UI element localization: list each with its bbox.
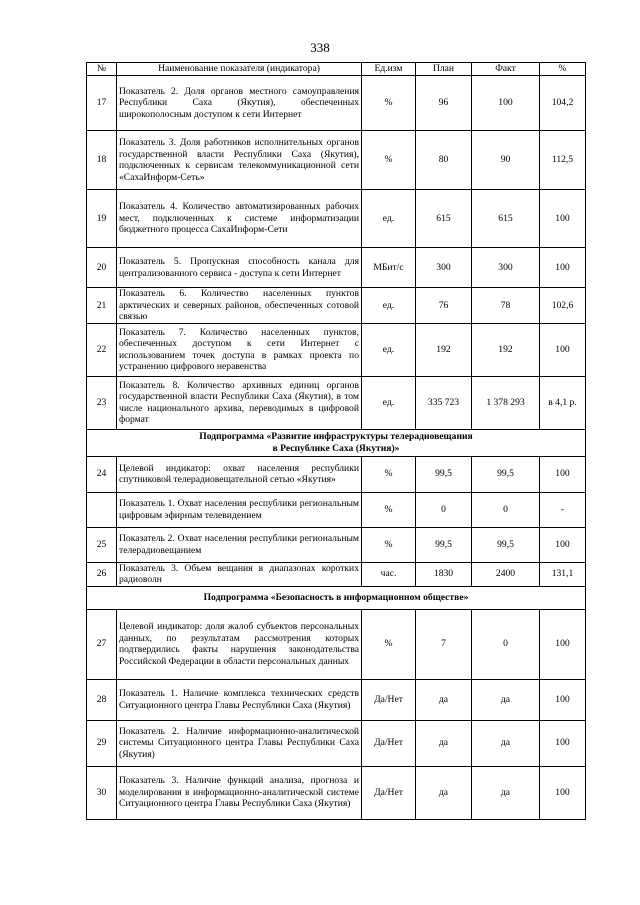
plan-cell: 192 [416,323,472,376]
table-row [87,131,586,190]
percent-cell: - [540,492,586,527]
header-fact: Факт [472,63,540,76]
fact-cell: 99,5 [472,527,540,562]
row-number: 27 [87,609,117,679]
table-row [87,492,586,527]
percent-cell: 112,5 [540,131,586,190]
fact-cell: да [472,766,540,819]
plan-cell: 96 [416,76,472,131]
row-number: 18 [87,131,117,190]
unit-cell: ед. [362,376,416,429]
indicator-name: Показатель 8. Количество архивных единиц органов государственной власти Республики Саха (Якутия), в том числе национального архива, переводимых в цифровой формат [117,376,362,429]
fact-cell: 192 [472,323,540,376]
plan-cell: 615 [416,190,472,248]
percent-cell: в 4,1 р. [540,376,586,429]
row-number: 23 [87,376,117,429]
percent-cell: 100 [540,720,586,766]
indicator-name: Показатель 2. Наличие информационно-аналитической системы Ситуационного центра Главы Республики Саха (Якутия) [117,720,362,766]
percent-cell: 100 [540,527,586,562]
percent-cell: 100 [540,248,586,288]
table-row [87,562,586,586]
unit-cell: ед. [362,190,416,248]
fact-cell: 78 [472,288,540,324]
section-title: Подпрограмма «Развитие инфраструктуры телерадиовещания в Республике Саха (Якутия)» [87,429,586,456]
header-row [87,63,586,76]
section-title: Подпрограмма «Безопасность в информационном обществе» [87,586,586,609]
fact-cell: 100 [472,76,540,131]
row-number: 19 [87,190,117,248]
unit-cell: % [362,492,416,527]
table-row [87,190,586,248]
indicator-name: Показатель 3. Наличие функций анализа, прогноза и моделирования в информационно-аналитической системе Ситуационного центра Главы Республики Саха (Якутия) [117,766,362,819]
fact-cell: 1 378 293 [472,376,540,429]
indicator-name: Целевой индикатор: доля жалоб субъектов персональных данных, по результатам рассмотрения которых подтвердились факты нарушения законодательства Российской Федерации в области персональных данных [117,609,362,679]
unit-cell: ед. [362,323,416,376]
row-number: 26 [87,562,117,586]
table-row [87,609,586,679]
indicators-table [86,62,586,820]
indicator-name: Показатель 2. Охват населения республики региональным телерадиовещанием [117,527,362,562]
header-percent: % [540,63,586,76]
unit-cell: час. [362,562,416,586]
plan-cell: 80 [416,131,472,190]
unit-cell: % [362,76,416,131]
unit-cell: Да/Нет [362,766,416,819]
indicator-name: Показатель 1. Охват населения республики региональным цифровым эфирным телевидением [117,492,362,527]
plan-cell: 7 [416,609,472,679]
page-number: 338 [310,40,330,55]
plan-cell: 335 723 [416,376,472,429]
percent-cell: 100 [540,766,586,819]
fact-cell: 99,5 [472,456,540,492]
header-num: № [87,63,117,76]
plan-cell: 99,5 [416,527,472,562]
unit-cell: % [362,609,416,679]
fact-cell: 0 [472,492,540,527]
row-number: 28 [87,679,117,720]
unit-cell: % [362,456,416,492]
table-header [87,63,586,76]
table-row [87,766,586,819]
indicator-name: Показатель 5. Пропускная способность канала для централизованного сервиса - доступа к сети Интернет [117,248,362,288]
plan-cell: да [416,720,472,766]
section-row [87,586,586,609]
row-number: 29 [87,720,117,766]
table-row [87,288,586,324]
header-plan: План [416,63,472,76]
fact-cell: да [472,720,540,766]
table-row [87,456,586,492]
unit-cell: ед. [362,288,416,324]
percent-cell: 131,1 [540,562,586,586]
unit-cell: Да/Нет [362,679,416,720]
fact-cell: 0 [472,609,540,679]
table-row [87,76,586,131]
plan-cell: 1830 [416,562,472,586]
header-name: Наименование показателя (индикатора) [117,63,362,76]
fact-cell: 300 [472,248,540,288]
percent-cell: 102,6 [540,288,586,324]
indicator-name: Показатель 2. Доля органов местного самоуправления Республики Саха (Якутия), обеспеченных широкополосным доступом к сети Интернет [117,76,362,131]
unit-cell: Да/Нет [362,720,416,766]
indicator-name: Показатель 4. Количество автоматизированных рабочих мест, подключенных к системе информатизации бюджетного процесса СахаИнформ-Сети [117,190,362,248]
fact-cell: да [472,679,540,720]
table-row [87,323,586,376]
row-number: 21 [87,288,117,324]
percent-cell: 100 [540,609,586,679]
percent-cell: 100 [540,456,586,492]
percent-cell: 100 [540,323,586,376]
fact-cell: 90 [472,131,540,190]
percent-cell: 104,2 [540,76,586,131]
unit-cell: % [362,131,416,190]
row-number: 25 [87,527,117,562]
row-number: 22 [87,323,117,376]
row-number [87,492,117,527]
indicator-name: Показатель 3. Объем вещания в диапазонах коротких радиоволн [117,562,362,586]
table-row [87,248,586,288]
section-row [87,429,586,456]
table-row [87,679,586,720]
indicator-name: Показатель 3. Доля работников исполнительных органов государственной власти Республики Саха (Якутия), подключенных к сервисам телекоммуникационной сети «СахаИнформ-Сеть» [117,131,362,190]
plan-cell: 0 [416,492,472,527]
indicator-name: Показатель 7. Количество населенных пунктов, обеспеченных доступом к сети Интернет с использованием точек доступа в рамках проекта по устранению цифрового неравенства [117,323,362,376]
indicator-name: Показатель 1. Наличие комплекса технических средств Ситуационного центра Главы Республики Саха (Якутия) [117,679,362,720]
unit-cell: МБит/с [362,248,416,288]
indicator-name: Показатель 6. Количество населенных пунктов арктических и северных районов, обеспеченных сотовой связью [117,288,362,324]
table-row [87,376,586,429]
plan-cell: 76 [416,288,472,324]
percent-cell: 100 [540,679,586,720]
plan-cell: 99,5 [416,456,472,492]
table-body [87,76,586,820]
plan-cell: 300 [416,248,472,288]
percent-cell: 100 [540,190,586,248]
table-row [87,527,586,562]
row-number: 30 [87,766,117,819]
row-number: 24 [87,456,117,492]
row-number: 17 [87,76,117,131]
row-number: 20 [87,248,117,288]
fact-cell: 2400 [472,562,540,586]
table-row [87,720,586,766]
plan-cell: да [416,766,472,819]
indicator-name: Целевой индикатор: охват населения республики спутниковой телерадиовещательной сетью «Якутия» [117,456,362,492]
header-unit: Ед.изм [362,63,416,76]
fact-cell: 615 [472,190,540,248]
unit-cell: % [362,527,416,562]
plan-cell: да [416,679,472,720]
